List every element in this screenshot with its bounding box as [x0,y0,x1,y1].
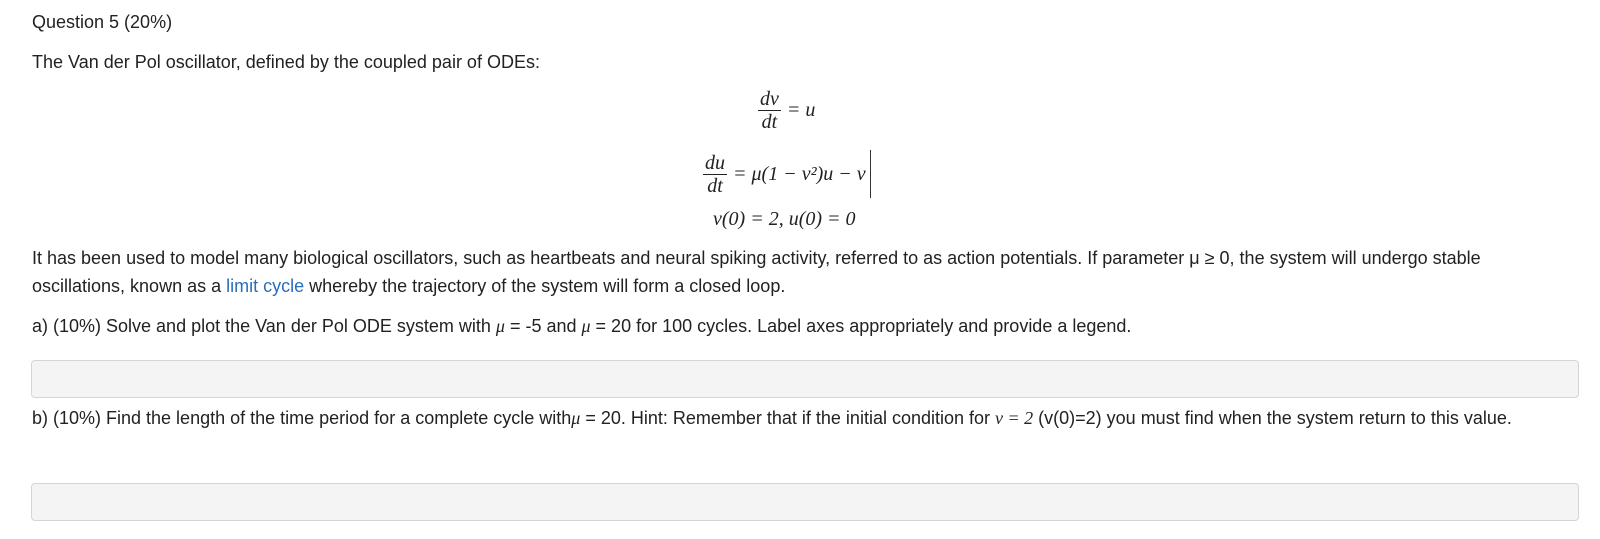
fraction-dv-dt [758,88,781,133]
part-b-text-mid: = 20. Hint: Remember that if the initial condition for [580,408,996,428]
fraction-denominator: dt [761,111,778,133]
fraction-numerator: dv [760,88,779,110]
mu-symbol: μ [571,408,581,428]
text-cursor [870,150,871,198]
mu-symbol: μ [495,316,505,336]
equation-du-dt [703,150,871,198]
part-b-prompt [32,404,1562,432]
answer-box-part-b[interactable] [31,483,1579,521]
v-equals-expression: v = 2 [995,408,1034,428]
question-heading: Question 5 (20%) [32,12,173,32]
part-a-text-prefix: a) (10%) Solve and plot the Van der Pol ODE system with [32,316,496,336]
limit-cycle-link[interactable]: limit cycle [226,276,305,296]
part-b-text-prefix: b) (10%) Find the length of the time period for a complete cycle with [32,408,572,428]
equation-dv-dt [758,88,815,133]
equation-initial-conditions [713,208,856,231]
answer-box-part-a[interactable] [31,360,1579,398]
part-b-text-suffix: (v(0)=2) you must find when the system return to this value. [1033,408,1512,428]
question-intro: The Van der Pol oscillator, defined by the coupled pair of ODEs: [32,52,540,72]
equation-rhs: = μ(1 − v²)u − v [733,162,866,185]
fraction-numerator: du [705,151,725,174]
part-a-text-suffix: = 20 for 100 cycles. Label axes appropriately and provide a legend. [590,316,1132,336]
part-a-text-mid: = -5 and [504,316,582,336]
part-a-prompt [32,312,1131,340]
description-text-1: It has been used to model many biological oscillators, such as heartbeats and neural spiking activity, referred to as action potentials. If parameter μ ≥ 0, the system will undergo stable oscillations, known as a [32,248,1481,296]
description-paragraph [32,244,1542,300]
mu-symbol: μ [581,316,591,336]
description-text-2: whereby the trajectory of the system will form a closed loop. [304,276,786,296]
fraction-denominator: dt [707,174,723,197]
initial-conditions-text: v(0) = 2, u(0) = 0 [713,208,856,230]
equation-rhs: = u [786,99,816,121]
fraction-du-dt [703,152,727,197]
